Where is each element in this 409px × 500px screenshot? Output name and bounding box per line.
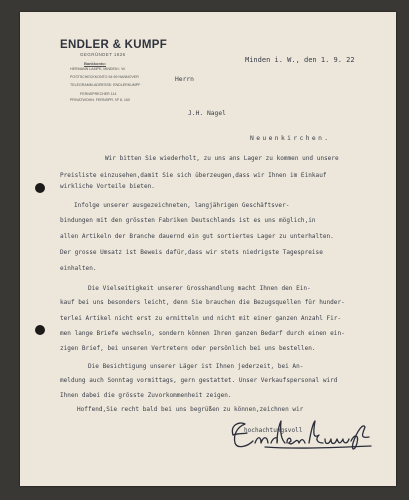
body-line: terlei Artikel nicht erst zu ermitteln und nicht mit einer ganzen Anzahl Fir-	[60, 315, 342, 322]
body-line: allen Artikeln der Branche dauernd ein gut sortiertes Lager zu unterhalten.	[60, 233, 334, 240]
body-line: Ihnen dabei die grösste Zuvorkommenheit zeigen.	[60, 392, 232, 399]
body-line: Infolge unserer ausgezeichneten, langjährigen Geschäftsver-	[74, 202, 290, 209]
body-line: wirkliche Vorteile bieten.	[60, 183, 155, 190]
body-line: Hoffend,Sie recht bald bei uns begrüßen zu können,zeichnen wir	[77, 406, 304, 413]
body-line: men lange Briefe wechseln, sondern können Ihren ganzen Bedarf durch einen ein-	[60, 330, 345, 337]
body-line: zigen Brief, bei unseren Vertretern oder persönlich bei uns bestellen.	[60, 345, 316, 352]
closing-line: hochachtungsvoll	[244, 427, 303, 434]
recipient-salutation: Herrn	[175, 76, 194, 83]
body-line: kauf bei uns besonders leicht, denn Sie brauchen die Bezugsquellen für hunder-	[60, 299, 345, 306]
punch-hole-bottom	[35, 325, 45, 335]
body-line: Der grosse Umsatz ist Beweis dafür,dass wir stets niedrigste Tagespreise	[60, 249, 323, 256]
phone-line: PRIVATWOHN. FERNSPR. Nº 8, 160	[70, 98, 130, 102]
bank-line: HERMANN LAMPE, MINDEN i. W.	[70, 67, 126, 71]
punch-hole-top	[35, 183, 45, 193]
body-line: Wir bitten Sie wiederholt, zu uns ans Lager zu kommen und unsere	[105, 155, 339, 162]
body-line: bindungen mit den grössten Fabriken Deutschlands ist es uns möglich,in	[60, 217, 316, 224]
body-line: einhalten.	[60, 265, 97, 272]
body-line: Preisliste einzusehen,damit Sie sich überzeugen,dass wir Ihnen im Einkauf	[60, 172, 327, 179]
postcheck-line: POSTSCHECKKONTO 54 69 HANNOVER	[70, 75, 139, 79]
telegram-line: TELEGRAMM-ADRESSE: ENDLERKUMPF	[70, 83, 141, 87]
phone-heading: FERNSPRECHER 114	[80, 92, 117, 96]
letter-sheet	[20, 12, 396, 486]
recipient-name: J.H. Nagel	[188, 110, 226, 117]
bank-heading: Bankkonto:	[84, 61, 106, 66]
handwritten-signature	[225, 413, 375, 453]
date-line: Minden i. W., den 1. 9. 22	[245, 56, 355, 64]
body-line: Die Besichtigung unserer Läger ist Ihnen jederzeit, bei An-	[88, 363, 304, 370]
recipient-city: Neuenkirchen.	[250, 135, 331, 142]
body-line: meldung auch Sonntag vormittags, gern gestattet. Unser Verkaufspersonal wird	[60, 377, 338, 384]
body-line: Die Vielseitigkeit unserer Grosshandlung macht Ihnen den Ein-	[88, 285, 311, 292]
company-name: ENDLER & KUMPF	[60, 39, 168, 51]
founded-line: GEGRÜNDET 1826	[80, 52, 126, 57]
